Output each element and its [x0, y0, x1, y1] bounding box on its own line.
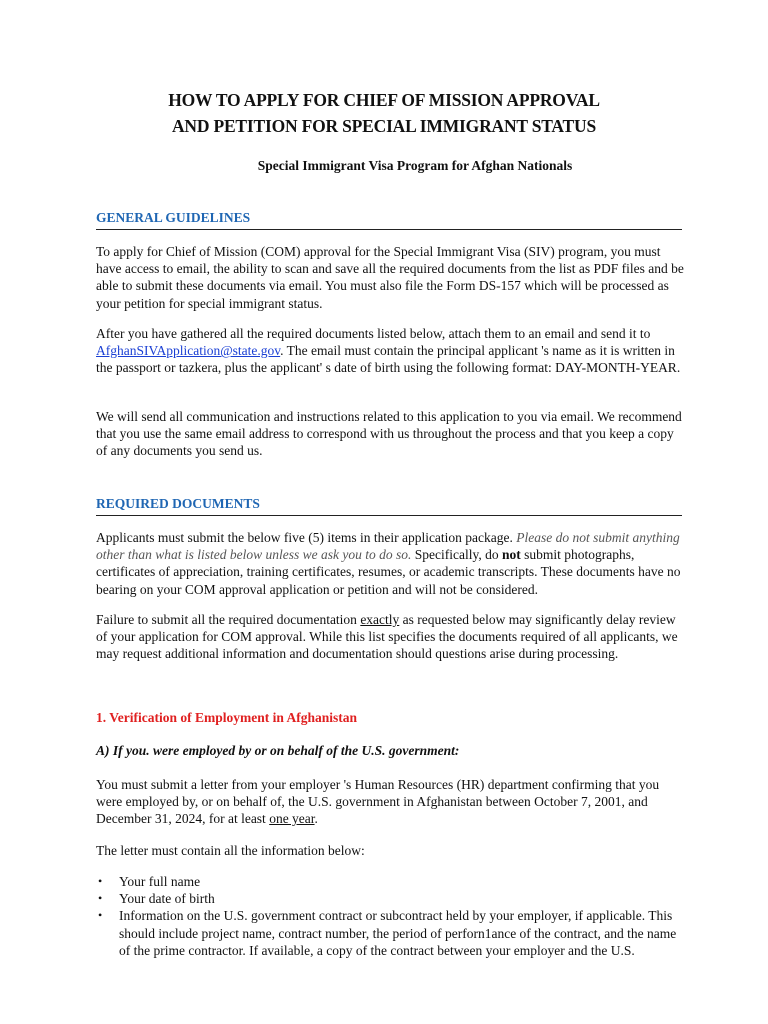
general-paragraph-1	[96, 243, 686, 312]
required-p2-text-a: Failure to submit all the required documentation	[96, 612, 361, 627]
required-info-list	[96, 873, 686, 959]
required-p1-text-b: Specifically, do	[411, 547, 502, 563]
list-item	[96, 907, 686, 959]
section-1-paragraph-1	[96, 776, 686, 828]
required-p1-text-a: Applicants must submit the below five (5) items in their application package.	[96, 530, 517, 545]
required-p1-italic: Please do not submit anything other than what is listed below unless we ask you to do so.	[96, 530, 680, 563]
general-p2-text-a: After you have gathered all the required documents listed below, attach them to an email and send it to	[96, 326, 651, 341]
bullet-icon: •	[98, 891, 103, 906]
required-paragraph-2	[96, 611, 686, 663]
general-paragraph-3	[96, 408, 686, 460]
required-p2-underline: exactly	[360, 612, 400, 627]
list-item	[96, 890, 686, 907]
general-p2-text-b: . The email must contain the principal applicant 's name as it is written in the passport or tazkera, plus the applicant' s date of birth using the following format: DAY-MONTH-YEAR.	[96, 343, 681, 376]
document-title-line-2: AND PETITION FOR SPECIAL IMMIGRANT STATUS	[171, 116, 597, 136]
section-1-heading: 1. Verification of Employment in Afghanistan	[96, 710, 358, 725]
general-paragraph-2	[96, 325, 686, 377]
list-item-text: Information on the U.S. government contract or subcontract held by your employer, if applicable. This should include project name, contract number, the period of perforn1ance of the contract, and the name of the prime contractor. If available, a copy of the contract between your employer and the U.S.	[119, 908, 677, 958]
required-p2-text-b: as requested below may significantly delay review of your application for COM approval. While this list specifies the documents required of all applicants, we may request additional information and documentation should questions arise during processing.	[96, 612, 678, 662]
required-p1-bold: not	[501, 547, 521, 563]
section-1a-subheading: A) If you. were employed by or on behalf of the U.S. government:	[96, 743, 460, 758]
general-p1-text: To apply for Chief of Mission (COM) approval for the Special Immigrant Visa (SIV) program, you must have access to email, the ability to scan and save all the required documents from the list as PDF files and be able to submit these documents via email. You must also file the Form DS-157 which will be processed as your petition for special immigrant status.	[96, 244, 684, 311]
section-1-p1-underline: one year	[269, 811, 315, 827]
section-1-paragraph-2	[96, 842, 686, 859]
general-p3-text: We will send all communication and instructions related to this application to you via email. We recommend that you use the same email address to correspond with us throughout the process and that you keep a copy of any documents you send us.	[96, 409, 682, 459]
required-paragraph-1	[96, 529, 686, 598]
bullet-icon: •	[98, 874, 103, 888]
list-item-text: Your date of birth	[119, 891, 215, 907]
section-1-p1-text-a: You must submit a letter from your employer 's Human Resources (HR) department confirming that you were employed by, or on behalf of, the U.S. government in Afghanistan between October 7, 2001, and December 31, 2024, for at least	[96, 777, 660, 827]
document-subtitle: Special Immigrant Visa Program for Afghan Nationals	[257, 158, 573, 173]
document-title-line-1: HOW TO APPLY FOR CHIEF OF MISSION APPROVAL	[168, 90, 600, 110]
siv-application-email-link[interactable]: AfghanSIVApplication@state.gov	[96, 343, 281, 359]
list-item-text: Your full name	[119, 874, 201, 889]
section-1-p1-text-b: .	[314, 811, 318, 827]
section-1-p2-text: The letter must contain all the information below:	[96, 843, 365, 858]
bullet-icon: •	[98, 908, 103, 923]
required-documents-heading: REQUIRED DOCUMENTS	[96, 496, 682, 516]
required-p1-text-c: submit photographs, certificates of appreciation, training certificates, resumes, or academic transcripts. These documents have no bearing on your COM approval application or petition and will not be considered.	[96, 547, 681, 597]
list-item	[96, 873, 686, 890]
general-guidelines-heading: GENERAL GUIDELINES	[96, 210, 682, 230]
